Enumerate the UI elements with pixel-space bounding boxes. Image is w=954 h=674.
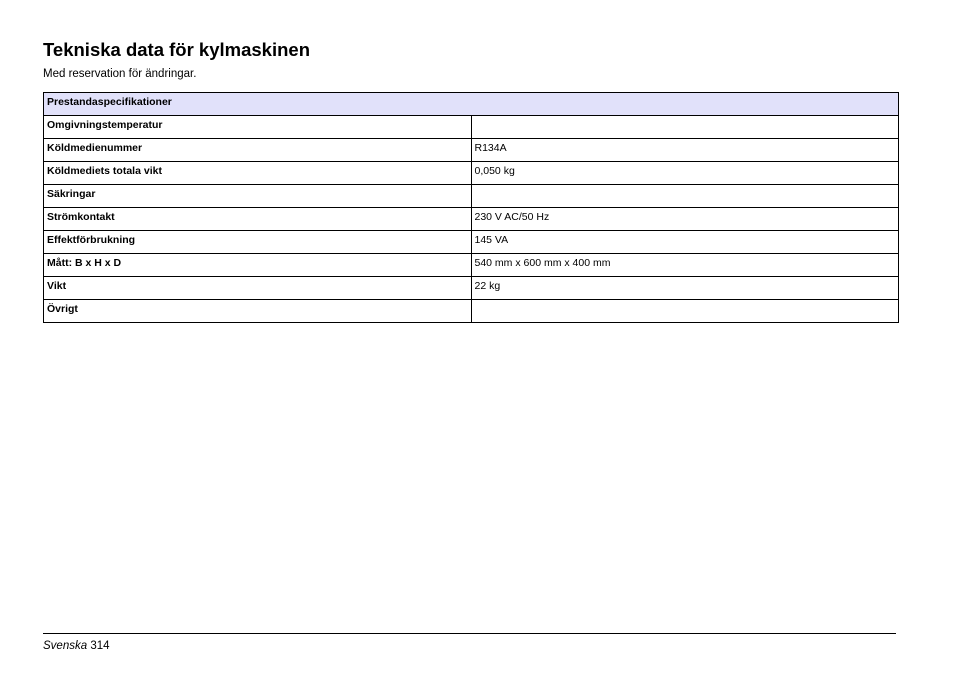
table-row bbox=[44, 231, 899, 254]
table-row bbox=[44, 277, 899, 300]
page-footer bbox=[43, 639, 110, 653]
table-header-row bbox=[44, 93, 899, 116]
row-value: 0,050 kg bbox=[471, 162, 899, 185]
row-label: Köldmediets totala vikt bbox=[44, 162, 472, 185]
row-value: R134A bbox=[471, 139, 899, 162]
row-value bbox=[471, 300, 899, 323]
table-row bbox=[44, 185, 899, 208]
row-label: Mått: B x H x D bbox=[44, 254, 472, 277]
page-title: Tekniska data för kylmaskinen bbox=[43, 39, 310, 60]
table-row bbox=[44, 208, 899, 231]
footer-page-number: 314 bbox=[90, 640, 110, 652]
row-label: Köldmedienummer bbox=[44, 139, 472, 162]
row-value: 22 kg bbox=[471, 277, 899, 300]
row-label: Strömkontakt bbox=[44, 208, 472, 231]
row-value bbox=[471, 185, 899, 208]
spec-table bbox=[43, 92, 899, 323]
footer-language: Svenska bbox=[43, 640, 88, 652]
table-header: Prestandaspecifikationer bbox=[44, 93, 899, 116]
row-label: Omgivningstemperatur bbox=[44, 116, 472, 139]
row-value: 145 VA bbox=[471, 231, 899, 254]
footer-divider bbox=[43, 633, 896, 634]
table-row bbox=[44, 116, 899, 139]
table-row bbox=[44, 162, 899, 185]
row-value bbox=[471, 116, 899, 139]
table-row bbox=[44, 300, 899, 323]
page-subtitle: Med reservation för ändringar. bbox=[43, 68, 197, 80]
row-label: Effektförbrukning bbox=[44, 231, 472, 254]
row-label: Vikt bbox=[44, 277, 472, 300]
row-label: Övrigt bbox=[44, 300, 472, 323]
row-value: 230 V AC/50 Hz bbox=[471, 208, 899, 231]
table-row bbox=[44, 254, 899, 277]
row-value: 540 mm x 600 mm x 400 mm bbox=[471, 254, 899, 277]
table-row bbox=[44, 139, 899, 162]
row-label: Säkringar bbox=[44, 185, 472, 208]
